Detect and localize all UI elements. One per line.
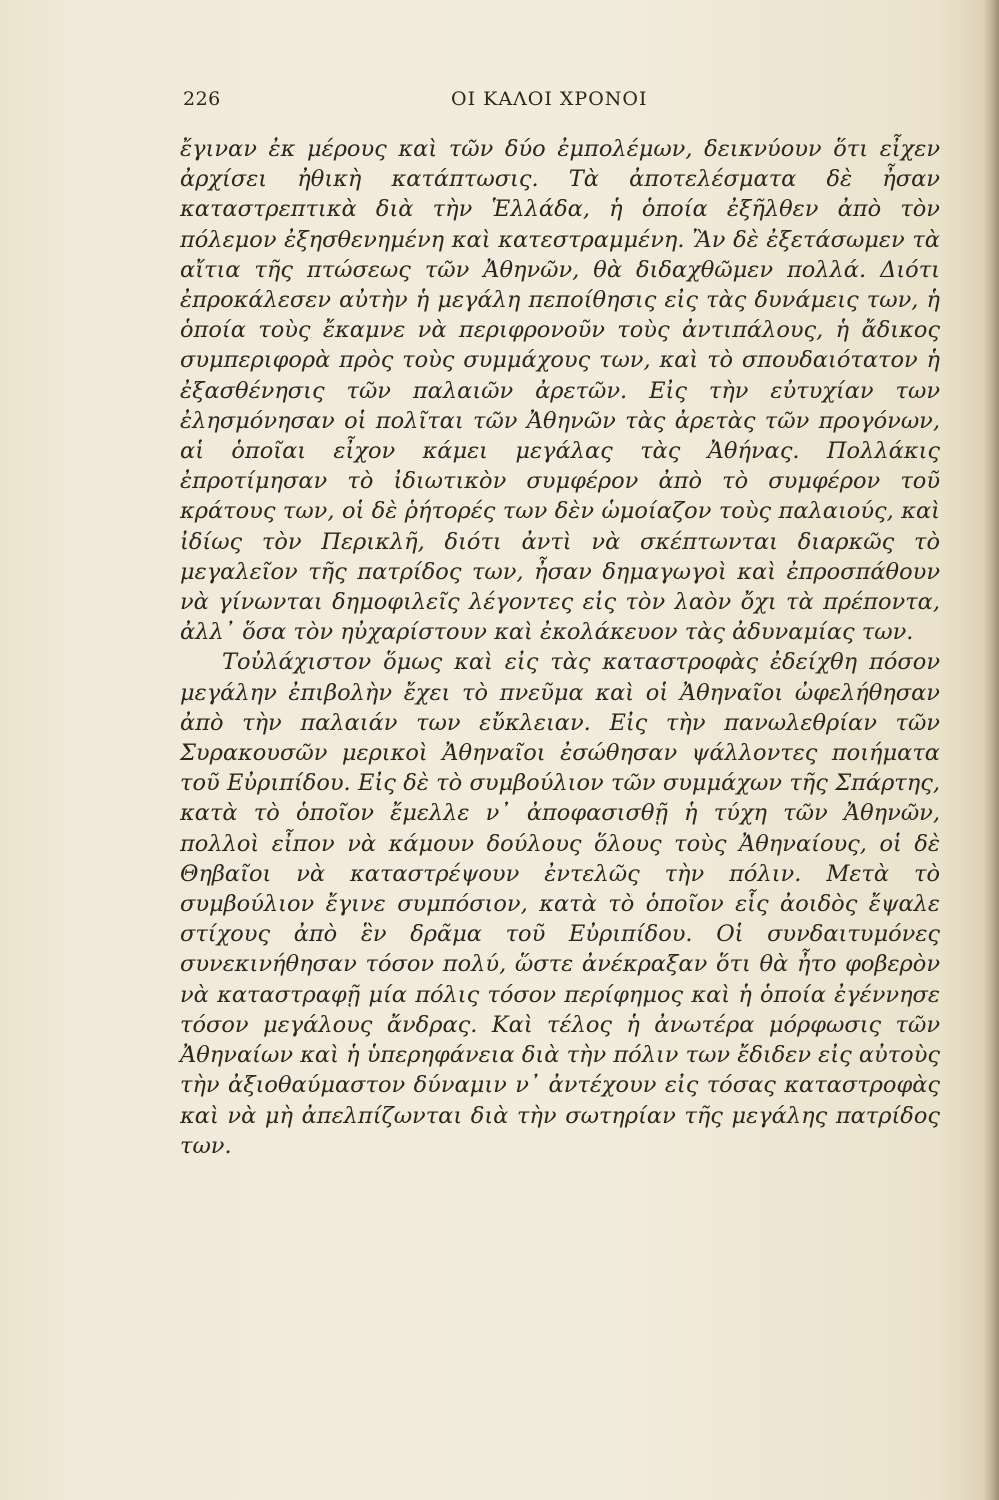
paragraph: ἔγιναν ἐκ μέρους καὶ τῶν δύο ἐμπολέμων, δεικνύουν ὅτι εἶχεν ἀρχίσει ἠθικὴ κατάπτωσις. Τὰ ἀποτελέσματα δὲ ἦσαν καταστρεπτικὰ διὰ τὴν Ἑλλάδα, ἡ ὁποία ἐξῆλθεν ἀπὸ τὸν πόλεμον ἐξησθενημένη καὶ κατεστραμμένη. Ἂν δὲ ἐξετάσωμεν τὰ αἴτια τῆς πτώσεως τῶν Ἀθηνῶν, θὰ διδαχθῶμεν πολλά. Διότι ἐπροκάλεσεν αὐτὴν ἡ μεγάλη πεποίθησις εἰς τὰς δυνάμεις των, ἡ ὁποία τοὺς ἔκαμνε νὰ περιφρονοῦν τοὺς ἀντιπάλους, ἡ ἄδικος συμπεριφορὰ πρὸς τοὺς συμμάχους των, καὶ τὸ σπουδαιότατον ἡ ἐξασθένησις τῶν παλαιῶν ἀρετῶν. Εἰς τὴν εὐτυχίαν των ἐλησμόνησαν οἱ πολῖται τῶν Ἀθηνῶν τὰς ἀρετὰς τῶν προγόνων, αἱ ὁποῖαι εἶχον κάμει μεγάλας τὰς Ἀθήνας. Πολλάκις ἐπροτίμησαν τὸ ἰδιωτικὸν συμφέρον ἀπὸ τὸ συμφέρον τοῦ κράτους των, οἱ δὲ ῥήτορές των δὲν ὡμοίαζον τοὺς παλαιούς, καὶ ἰδίως τὸν Περικλῆ, διότι ἀντὶ νὰ σκέπτωνται διαρκῶς τὸ μεγαλεῖον τῆς πατρίδος των, ἦσαν δημαγωγοὶ καὶ ἐπροσπάθουν νὰ γίνωνται δημοφιλεῖς λέγοντες εἰς τὸν λαὸν ὄχι τὰ πρέποντα, ἀλλ᾽ ὅσα τὸν ηὐχαρίστουν καὶ ἐκολάκευον τὰς ἀδυναμίας των. bbox=[180, 136, 940, 646]
paragraph: Τοὐλάχιστον ὅμως καὶ εἰς τὰς καταστροφὰς ἐδείχθη πόσον μεγάλην ἐπιβολὴν ἔχει τὸ πνεῦμα καὶ οἱ Ἀθηναῖοι ὠφελήθησαν ἀπὸ τὴν παλαιάν των εὔκλειαν. Εἰς τὴν πανωλεθρίαν τῶν Συρακουσῶν μερικοὶ Ἀθηναῖοι ἐσώθησαν ψάλλοντες ποιήματα τοῦ Εὐριπίδου. Εἰς δὲ τὸ συμβούλιον τῶν συμμάχων τῆς Σπάρτης, κατὰ τὸ ὁποῖον ἔμελλε ν᾽ ἀποφασισθῇ ἡ τύχη τῶν Ἀθηνῶν, πολλοὶ εἶπον νὰ κάμουν δούλους ὅλους τοὺς Ἀθηναίους, οἱ δὲ Θηβαῖοι νὰ καταστρέψουν ἐντελῶς τὴν πόλιν. Μετὰ τὸ συμβούλιον ἔγινε συμπόσιον, κατὰ τὸ ὁποῖον εἷς ἀοιδὸς ἔψαλε στίχους ἀπὸ ἓν δρᾶμα τοῦ Εὐριπίδου. Οἱ συνδαιτυμόνες συνεκινήθησαν τόσον πολύ, ὥστε ἀνέκραξαν ὅτι θὰ ἦτο φοβερὸν νὰ καταστραφῇ μία πόλις τόσον περίφημος καὶ ἡ ὁποία ἐγέννησε τόσον μεγάλους ἄνδρας. Καὶ τέλος ἡ ἀνωτέρα μόρφωσις τῶν Ἀθηναίων καὶ ἡ ὑπερηφάνεια διὰ τὴν πόλιν των ἔδιδεν εἰς αὐτοὺς τὴν ἀξιοθαύμαστον δύναμιν ν᾽ ἀντέχουν εἰς τόσας καταστροφὰς καὶ νὰ μὴ ἀπελπίζωνται διὰ τὴν σωτηρίαν τῆς μεγάλης πατρίδος των. bbox=[180, 649, 940, 1159]
running-title: ΟΙ ΚΑΛΟΙ ΧΡΟΝΟΙ bbox=[451, 88, 648, 110]
page-header bbox=[183, 88, 943, 118]
page-edge-shadow bbox=[983, 0, 999, 1500]
body-text bbox=[180, 134, 940, 1161]
page-number: 226 bbox=[183, 88, 221, 110]
